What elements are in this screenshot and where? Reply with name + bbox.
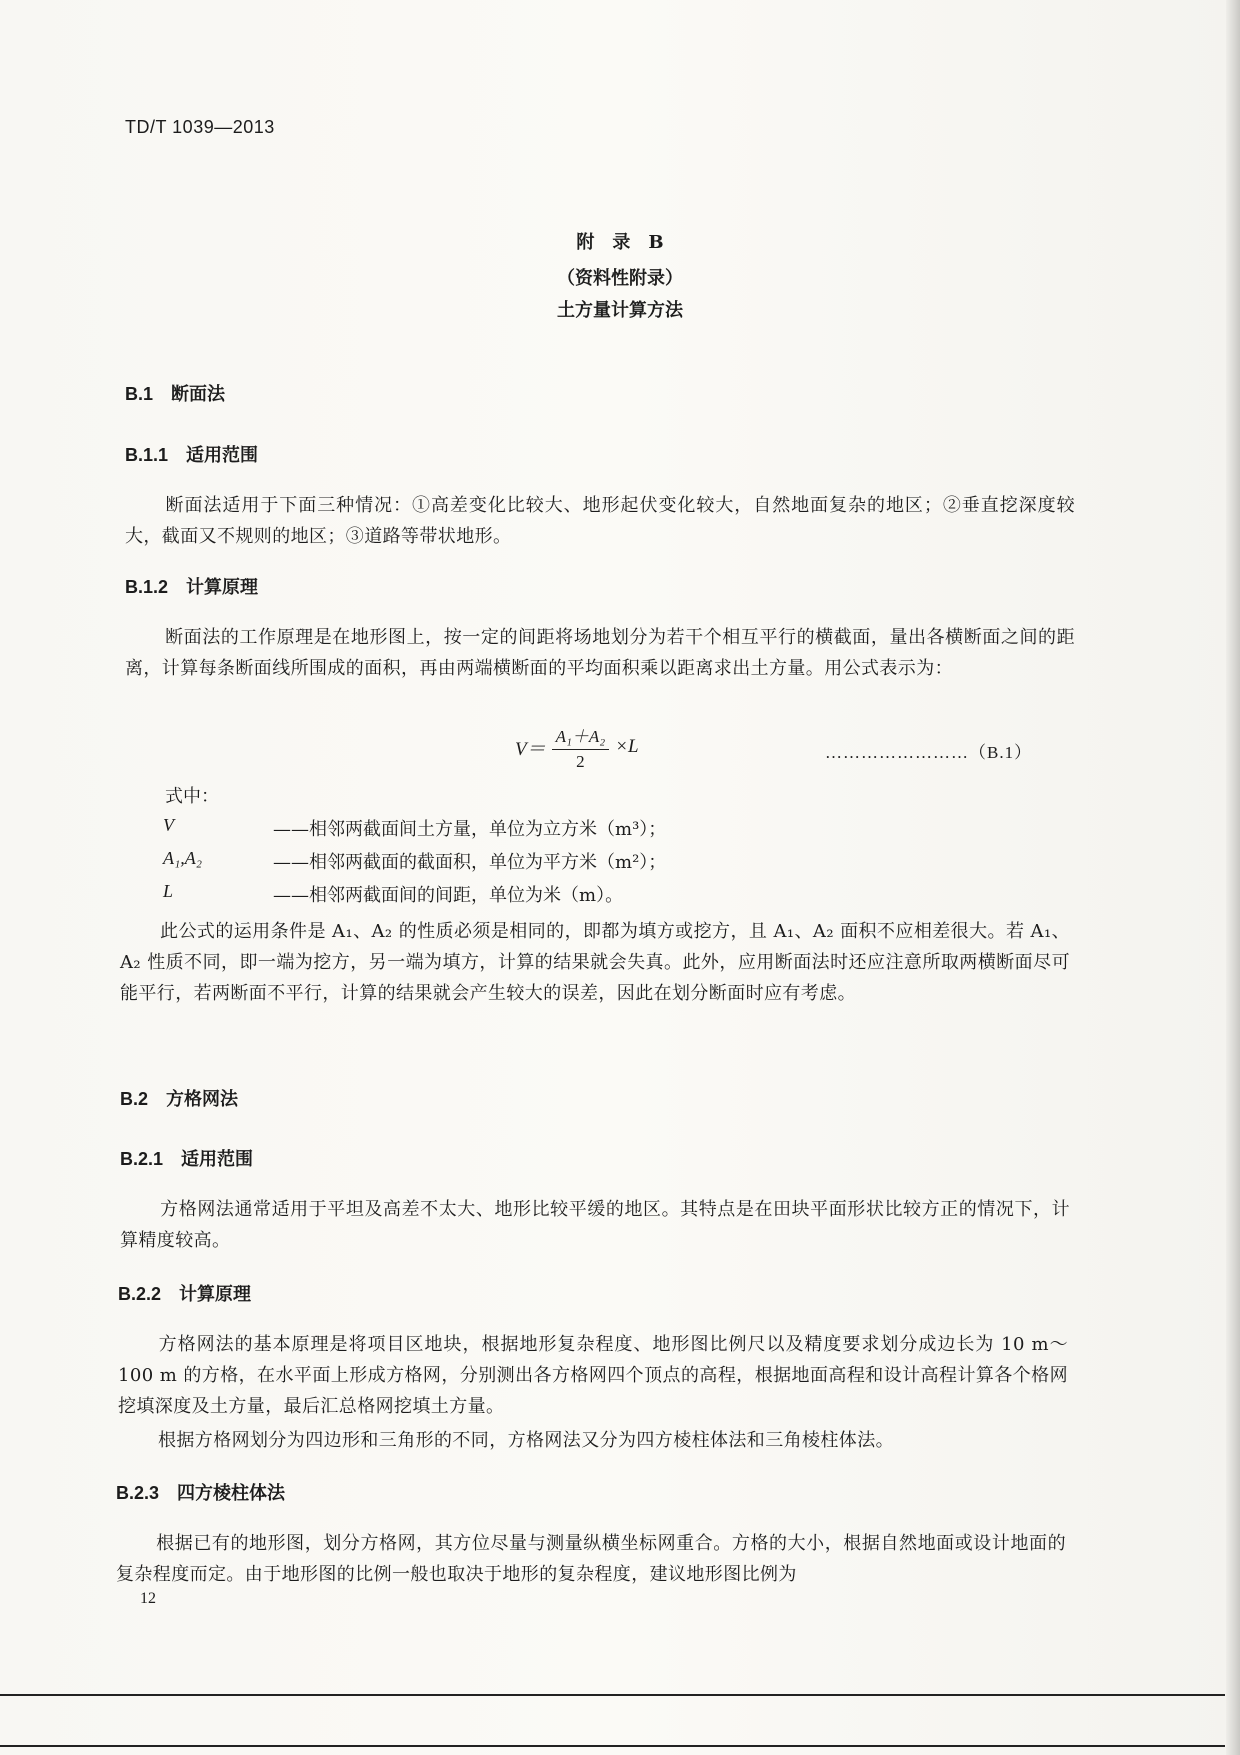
formula-fraction: $\frac{\text{A₁＋A₂}}{2}$: [552, 722, 610, 772]
page-number: 12: [140, 1590, 156, 1607]
where-label: 式中：: [165, 786, 219, 807]
paragraph-b1-2-conditions: 此公式的运用条件是 A₁、A₂ 的性质必须是相同的，即都为填方或挖方，且 A₁、A₂ 面积不应相差很大。若 A₁、A₂ 性质不同，即一端为挖方，另一端为填方，计算的结果就会失真。此外，应用断面法时还应注意所取两横断面尽可能平行，若两断面不平行，计算的结果就会产生较大的误差，因此在划分断面时应有考虑。: [120, 921, 1070, 1004]
paragraph-b2-2: 方格网法的基本原理是将项目区地块，根据地形复杂程度、地形图比例尺以及精度要求划分成边长为 10 m～100 m 的方格，在水平面上形成方格网，分别测出各方格网四个顶点的高程，根据地面高程和设计高程计算各个格网挖填深度及土方量，最后汇总格网挖填土方量。: [118, 1334, 1068, 1417]
variable-row: V ——相邻两截面间土方量，单位为立方米（m³）；: [163, 815, 667, 840]
paragraph-b2-2-methods: 根据方格网划分为四边形和三角形的不同，方格网法又分为四方棱柱体法和三角棱柱体法。: [158, 1430, 894, 1451]
standard-number: TD/T 1039—2013: [125, 117, 275, 137]
formula-b1: V＝ $\frac{\text{A₁＋A₂}}{2}$ ×L: [515, 722, 639, 772]
variable-row: L ——相邻两截面间的间距，单位为米（m）。: [163, 881, 624, 906]
section-heading-b2-2: B.2.2 计算原理: [118, 1284, 252, 1305]
appendix-title: 土方量计算方法: [557, 300, 683, 321]
paragraph-b2-3: 根据已有的地形图，划分方格网，其方位尽量与测量纵横坐标网重合。方格的大小，根据自然地面或设计地面的复杂程度而定。由于地形图的比例一般也取决于地形的复杂程度，建议地形图比例为: [116, 1533, 1066, 1585]
appendix-type: （资料性附录）: [557, 268, 683, 289]
section-heading-b1: B.1 断面法: [125, 384, 226, 405]
paragraph-b2-1: 方格网法通常适用于平坦及高差不太大、地形比较平缓的地区。其特点是在田块平面形状比较方正的情况下，计算精度较高。: [120, 1199, 1070, 1251]
bottom-divider: [0, 1745, 1225, 1747]
bottom-divider: [0, 1694, 1225, 1696]
equation-label: ……………………（B.1）: [825, 743, 1033, 762]
paragraph-b1-1: 断面法适用于下面三种情况：①高差变化比较大、地形起伏变化较大，自然地面复杂的地区；②垂直挖深度较大，截面又不规则的地区；③道路等带状地形。: [125, 495, 1075, 547]
section-heading-b1-2: B.1.2 计算原理: [125, 577, 259, 598]
appendix-label: 附 录 B: [576, 232, 664, 253]
variable-row: A₁,A₂ ——相邻两截面的截面积，单位为平方米（m²）；: [163, 848, 667, 873]
section-heading-b2: B.2 方格网法: [120, 1089, 239, 1110]
paragraph-b1-2: 断面法的工作原理是在地形图上，按一定的间距将场地划分为若干个相互平行的横截面，量出各横断面之间的距离，计算每条断面线所围成的面积，再由两端横断面的平均面积乘以距离求出土方量。用公式表示为：: [125, 627, 1075, 679]
section-heading-b2-3: B.2.3 四方棱柱体法: [116, 1483, 286, 1504]
section-heading-b1-1: B.1.1 适用范围: [125, 445, 259, 466]
section-heading-b2-1: B.2.1 适用范围: [120, 1149, 254, 1170]
